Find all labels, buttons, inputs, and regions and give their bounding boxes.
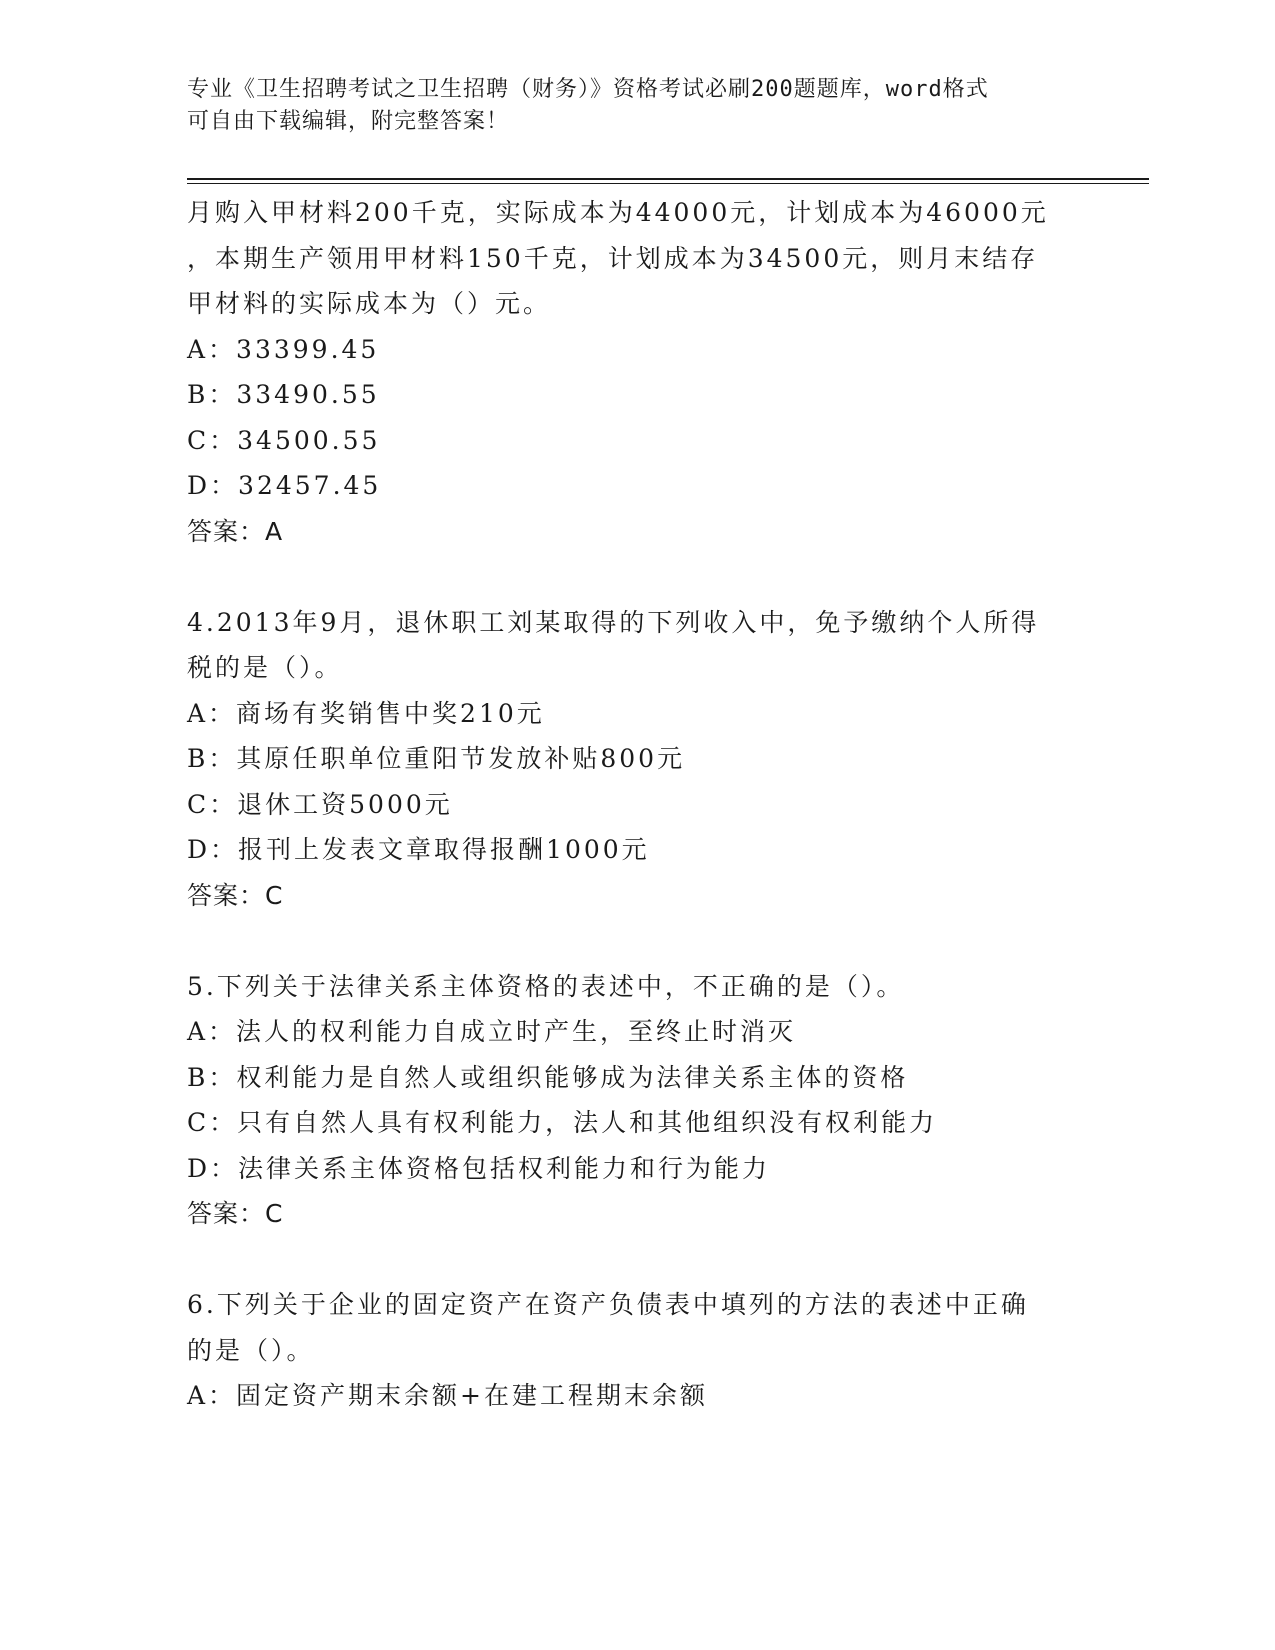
- option-d: D：32457.45: [187, 471, 382, 500]
- question-stem-line: 的是（）。: [187, 1335, 315, 1365]
- question-stem-line: 4.2013年9月，退休职工刘某取得的下列收入中，免予缴纳个人所得: [187, 607, 1040, 637]
- option-c: C：34500.55: [187, 425, 381, 455]
- question-stem-line: 月购入甲材料200千克，实际成本为44000元，计划成本为46000元: [187, 198, 1049, 227]
- question-5: [187, 964, 1087, 1237]
- option-c: C：只有自然人具有权利能力，法人和其他组织没有权利能力: [187, 1108, 938, 1137]
- answer-line: 答案：C: [187, 1199, 284, 1228]
- question-list: [187, 190, 1087, 1419]
- option-b: B：权利能力是自然人或组织能够成为法律关系主体的资格: [187, 1062, 909, 1092]
- option-a: A：法人的权利能力自成立时产生，至终止时消灭: [187, 1017, 797, 1046]
- option-b: B：其原任职单位重阳节发放补贴800元: [187, 744, 686, 773]
- question-stem-line: ，本期生产领用甲材料150千克，计划成本为34500元，则月末结存: [187, 243, 1039, 273]
- header-divider-thick: [187, 178, 1149, 180]
- question-stem-line: 5.下列关于法律关系主体资格的表述中，不正确的是（）。: [187, 971, 905, 1001]
- option-b: B：33490.55: [187, 380, 380, 409]
- option-a: A：固定资产期末余额+在建工程期末余额: [187, 1381, 709, 1410]
- question-stem-line: 6.下列关于企业的固定资产在资产负债表中填列的方法的表述中正确: [187, 1290, 1029, 1319]
- option-c: C：退休工资5000元: [187, 789, 453, 819]
- question-4: [187, 600, 1087, 919]
- answer-line: 答案：C: [187, 880, 284, 910]
- document-header: [187, 74, 1087, 138]
- option-a: A：33399.45: [187, 334, 380, 364]
- header-line-2: 可自由下载编辑，附完整答案！: [187, 109, 510, 134]
- question-stem-line: 税的是（）。: [187, 653, 343, 682]
- answer-line: 答案：A: [187, 516, 284, 546]
- question-6: [187, 1282, 1087, 1419]
- option-d: D：报刊上发表文章取得报酬1000元: [187, 835, 650, 864]
- question-spacer: [187, 1237, 1087, 1283]
- question-spacer: [187, 918, 1087, 964]
- question-3: [187, 190, 1087, 554]
- question-stem-line: 甲材料的实际成本为（）元。: [187, 289, 552, 318]
- question-spacer: [187, 554, 1087, 600]
- header-divider-thin: [187, 183, 1149, 184]
- option-a: A：商场有奖销售中奖210元: [187, 698, 545, 728]
- option-d: D：法律关系主体资格包括权利能力和行为能力: [187, 1153, 771, 1183]
- header-line-1: 专业《卫生招聘考试之卫生招聘（财务）》资格考试必刷200题题库，word格式: [187, 77, 989, 102]
